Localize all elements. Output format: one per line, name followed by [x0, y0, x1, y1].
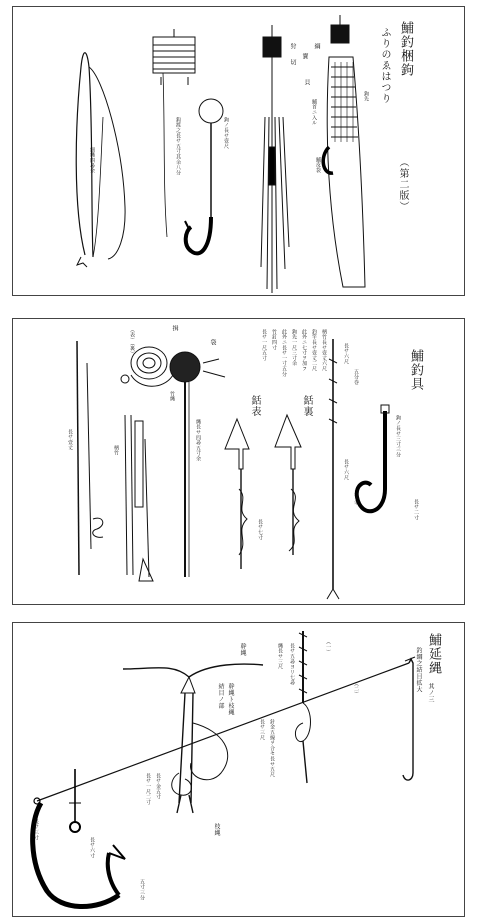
note-mid-1: 縄長サ三尺: [277, 643, 283, 670]
note-column-4: 鉤先一尺三寸余: [291, 329, 297, 367]
note-cord-length: 細縄四尋余: [89, 147, 95, 174]
note-title-sub: 釣綱之結目拡大: [415, 647, 422, 693]
note-column-6: 竹釘四寸: [271, 329, 277, 351]
note-column-7: 長サ一尺五寸: [261, 329, 267, 361]
note-right-rope-2: 二丈余: [353, 489, 359, 505]
plate-panel-fishing-gear-2: [12, 318, 465, 605]
label-knot-part: 結目ノ部: [217, 683, 224, 709]
note-right-rope: 長サ六尺: [343, 459, 349, 481]
note-bundle: 竹縄: [169, 391, 175, 402]
note-column-2: 釣竿長サ壹丈二尺: [311, 329, 317, 372]
note-rope-mid: 縄長サ四尋五寸余: [195, 419, 201, 462]
note-lower-2: 長サ一尺二寸: [145, 773, 151, 805]
plate-panel-fishing-gear-1: [12, 6, 465, 296]
label-yuwa: 揖: [171, 325, 178, 332]
note-column-5: 此外ニ長サ一寸五分: [281, 329, 287, 377]
note-harpoon-base: 長サ七寸: [257, 519, 263, 541]
plate-subtitle: 其ノ三: [427, 683, 434, 703]
note-front-back: （表）（裏）: [129, 327, 135, 357]
note-tassel: 鯆首ニ入ル: [311, 99, 317, 126]
note-lower-1: 長サ金五寸: [155, 773, 161, 800]
note-hook-length: 鉤ノ長サ三寸三分: [395, 415, 401, 458]
note-rope-right: 長サ六尺: [343, 343, 349, 365]
note-pole-length: 長サ壹丈: [67, 429, 73, 451]
note-hook-inner: 長サ六寸: [89, 837, 95, 859]
note-hook-bottom: 五寸三分: [139, 879, 145, 901]
note-column-1: 柄竹長サ壹丈六尺: [321, 329, 327, 372]
note-mid-3: 長サ三尺: [259, 719, 265, 741]
label-mikinawa: 幹縄: [239, 643, 246, 656]
label-edanawa: 枝縄: [213, 823, 220, 836]
label-number-1: （一）: [325, 639, 331, 655]
label-harpoon-back: 銛裏: [301, 395, 312, 417]
note-leader-length: 鈎渡之長サ五寸其余八分: [175, 117, 181, 176]
plate-panel-longline: [12, 622, 465, 917]
label-main-branch: 幹縄ト枝縄: [227, 683, 234, 716]
plate-title-kana: ふりのゑはつり: [379, 27, 390, 104]
note-mid-2: 針金五線ヲ合セ長サ五尺: [269, 719, 275, 778]
label-bag: 袋: [209, 339, 216, 346]
label-number-2: （二）: [353, 681, 359, 697]
label-cut: 切: [289, 59, 296, 66]
label-harpoon-front: 銛表: [249, 395, 260, 417]
illustration-tackle-2: [13, 319, 465, 605]
plate-title: 鯆釣具: [408, 349, 423, 391]
note-skin-bag: 鯆皮袋: [315, 157, 321, 173]
note-top-mid: 長サ五尋ヨリ七尋: [289, 643, 295, 686]
plate-number-label: （第二版）: [397, 157, 408, 212]
note-hook-tip: 鉤先: [363, 91, 369, 102]
plate-title-main: 鯆釣梱鉤: [398, 21, 413, 77]
note-hook-length: 鉤ノ長サ壹尺: [223, 117, 229, 149]
note-pole-mid: 柄竹: [113, 445, 119, 456]
note-hook-left: 長サ三寸: [33, 819, 39, 841]
note-column-3: 此外ニ七寸ヲ加フ: [301, 329, 307, 372]
label-shellfish: 貝: [303, 79, 310, 86]
note-hook-small: 長サ二寸: [413, 499, 419, 521]
note-rope-right-2: 五分巻: [353, 369, 359, 385]
illustration-longline: [13, 623, 465, 917]
label-jewel: 寶: [301, 53, 308, 60]
label-rope-side: 綱: [313, 43, 320, 50]
plate-title: 鯆延縄: [426, 633, 441, 675]
label-kari: 狩: [289, 43, 296, 50]
